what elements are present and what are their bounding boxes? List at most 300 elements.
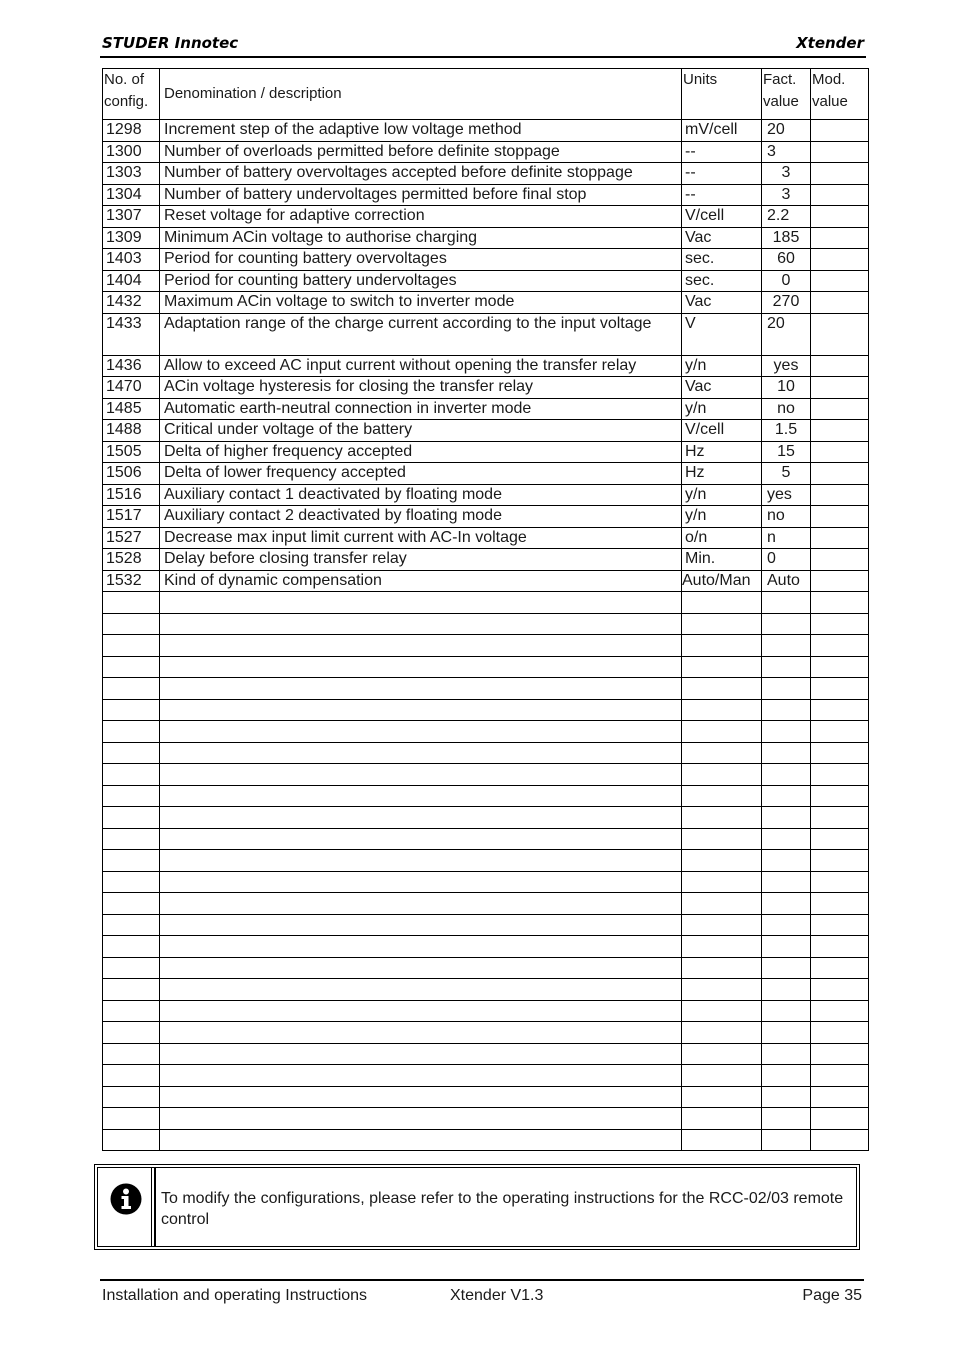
empty-cell <box>160 635 682 657</box>
empty-cell <box>160 592 682 614</box>
cell-config-number: 1527 <box>103 527 160 549</box>
cell-factory-value: Auto <box>762 570 811 592</box>
empty-cell <box>160 893 682 915</box>
cell-description: Adaptation range of the charge current according to the input voltage <box>160 313 682 355</box>
cell-factory-value: no <box>762 506 811 528</box>
table-row <box>103 313 869 355</box>
empty-table-row <box>103 936 869 958</box>
table-row <box>103 463 869 485</box>
empty-cell <box>103 635 160 657</box>
empty-cell <box>682 828 762 850</box>
empty-cell <box>103 656 160 678</box>
empty-cell <box>682 1129 762 1151</box>
cell-description: Increment step of the adaptive low voltage method <box>160 120 682 142</box>
configuration-table <box>102 68 869 1151</box>
cell-description: Decrease max input limit current with AC-In voltage <box>160 527 682 549</box>
empty-cell <box>762 656 811 678</box>
empty-table-row <box>103 1108 869 1130</box>
empty-cell <box>811 936 869 958</box>
empty-cell <box>811 678 869 700</box>
empty-table-row <box>103 1129 869 1151</box>
cell-config-number: 1517 <box>103 506 160 528</box>
empty-cell <box>762 1108 811 1130</box>
empty-cell <box>103 807 160 829</box>
table-row <box>103 398 869 420</box>
table-row <box>103 549 869 571</box>
cell-modified-value <box>811 206 869 228</box>
cell-units: y/n <box>682 506 762 528</box>
empty-table-row <box>103 1065 869 1087</box>
footer-version: Xtender V1.3 <box>450 1287 544 1304</box>
empty-cell <box>160 656 682 678</box>
empty-cell <box>811 656 869 678</box>
empty-table-row <box>103 1086 869 1108</box>
empty-cell <box>762 936 811 958</box>
cell-modified-value <box>811 313 869 355</box>
table-header-row <box>103 69 869 120</box>
info-note-text: To modify the configurations, please refer to the operating instructions for the RCC-02/03 remote control <box>161 1190 844 1228</box>
empty-cell <box>762 721 811 743</box>
info-note-box <box>94 1164 860 1250</box>
cell-units: -- <box>682 163 762 185</box>
footer-page-number: Page 35 <box>802 1287 862 1304</box>
empty-cell <box>811 1065 869 1087</box>
cell-factory-value: 60 <box>762 249 811 271</box>
empty-cell <box>160 828 682 850</box>
empty-table-row <box>103 613 869 635</box>
empty-cell <box>682 699 762 721</box>
cell-description: Period for counting battery undervoltages <box>160 270 682 292</box>
empty-cell <box>682 871 762 893</box>
empty-cell <box>103 936 160 958</box>
empty-cell <box>811 613 869 635</box>
empty-cell <box>811 1043 869 1065</box>
cell-factory-value: 20 <box>762 313 811 355</box>
empty-cell <box>811 850 869 872</box>
empty-cell <box>811 828 869 850</box>
cell-units: -- <box>682 141 762 163</box>
empty-cell <box>160 1065 682 1087</box>
empty-cell <box>811 807 869 829</box>
empty-cell <box>103 1129 160 1151</box>
empty-cell <box>762 613 811 635</box>
empty-table-row <box>103 785 869 807</box>
empty-cell <box>762 1129 811 1151</box>
cell-modified-value <box>811 120 869 142</box>
cell-description: Number of battery overvoltages accepted before definite stoppage <box>160 163 682 185</box>
cell-modified-value <box>811 184 869 206</box>
empty-cell <box>811 742 869 764</box>
empty-table-row <box>103 764 869 786</box>
empty-cell <box>103 871 160 893</box>
empty-table-row <box>103 678 869 700</box>
empty-table-row <box>103 1000 869 1022</box>
empty-cell <box>160 785 682 807</box>
empty-table-row <box>103 699 869 721</box>
empty-table-row <box>103 828 869 850</box>
cell-modified-value <box>811 441 869 463</box>
table-row <box>103 292 869 314</box>
table-row <box>103 163 869 185</box>
empty-cell <box>811 1022 869 1044</box>
empty-cell <box>103 1022 160 1044</box>
cell-factory-value: 10 <box>762 377 811 399</box>
cell-factory-value: n <box>762 527 811 549</box>
empty-cell <box>682 1065 762 1087</box>
empty-cell <box>762 1000 811 1022</box>
cell-units: Min. <box>682 549 762 571</box>
empty-cell <box>762 678 811 700</box>
cell-config-number: 1488 <box>103 420 160 442</box>
empty-cell <box>103 678 160 700</box>
empty-cell <box>762 592 811 614</box>
cell-config-number: 1433 <box>103 313 160 355</box>
cell-description: Reset voltage for adaptive correction <box>160 206 682 228</box>
cell-factory-value: yes <box>762 484 811 506</box>
table-row <box>103 377 869 399</box>
cell-units: -- <box>682 184 762 206</box>
empty-cell <box>762 893 811 915</box>
empty-cell <box>160 936 682 958</box>
empty-cell <box>103 957 160 979</box>
cell-units: Auto/Man <box>682 570 762 592</box>
empty-cell <box>160 678 682 700</box>
cell-config-number: 1307 <box>103 206 160 228</box>
product-name: Xtender <box>796 34 864 52</box>
empty-cell <box>811 871 869 893</box>
empty-table-row <box>103 592 869 614</box>
cell-description: Delay before closing transfer relay <box>160 549 682 571</box>
empty-table-row <box>103 893 869 915</box>
table-row <box>103 249 869 271</box>
cell-units: Hz <box>682 441 762 463</box>
empty-cell <box>160 1086 682 1108</box>
empty-cell <box>160 1043 682 1065</box>
empty-table-row <box>103 656 869 678</box>
cell-modified-value <box>811 420 869 442</box>
empty-cell <box>811 785 869 807</box>
empty-cell <box>160 699 682 721</box>
empty-table-row <box>103 1043 869 1065</box>
cell-config-number: 1470 <box>103 377 160 399</box>
cell-modified-value <box>811 398 869 420</box>
cell-modified-value <box>811 292 869 314</box>
empty-cell <box>160 914 682 936</box>
cell-units: Vac <box>682 227 762 249</box>
empty-cell <box>682 1108 762 1130</box>
table-row <box>103 355 869 377</box>
empty-cell <box>103 850 160 872</box>
empty-cell <box>811 957 869 979</box>
cell-factory-value: 2.2 <box>762 206 811 228</box>
table-row <box>103 570 869 592</box>
empty-table-row <box>103 721 869 743</box>
empty-cell <box>762 828 811 850</box>
cell-config-number: 1485 <box>103 398 160 420</box>
cell-config-number: 1300 <box>103 141 160 163</box>
empty-cell <box>811 1086 869 1108</box>
cell-description: Delta of lower frequency accepted <box>160 463 682 485</box>
empty-cell <box>682 1022 762 1044</box>
cell-config-number: 1516 <box>103 484 160 506</box>
table-row <box>103 527 869 549</box>
table-row <box>103 206 869 228</box>
empty-cell <box>160 1129 682 1151</box>
empty-cell <box>682 936 762 958</box>
empty-cell <box>682 850 762 872</box>
empty-cell <box>103 613 160 635</box>
empty-cell <box>103 828 160 850</box>
empty-cell <box>811 979 869 1001</box>
cell-units: Vac <box>682 377 762 399</box>
empty-table-row <box>103 850 869 872</box>
empty-cell <box>160 1022 682 1044</box>
cell-description: Kind of dynamic compensation <box>160 570 682 592</box>
table-row <box>103 184 869 206</box>
empty-cell <box>811 893 869 915</box>
empty-cell <box>103 764 160 786</box>
cell-description: Number of overloads permitted before definite stoppage <box>160 141 682 163</box>
empty-cell <box>160 871 682 893</box>
empty-cell <box>762 742 811 764</box>
empty-table-row <box>103 957 869 979</box>
brand-name: STUDER Innotec <box>102 34 239 52</box>
empty-cell <box>160 764 682 786</box>
empty-cell <box>103 1000 160 1022</box>
empty-cell <box>682 678 762 700</box>
cell-description: Critical under voltage of the battery <box>160 420 682 442</box>
cell-factory-value: 15 <box>762 441 811 463</box>
empty-cell <box>682 635 762 657</box>
cell-description: Period for counting battery overvoltages <box>160 249 682 271</box>
empty-cell <box>682 1043 762 1065</box>
empty-cell <box>160 979 682 1001</box>
cell-modified-value <box>811 377 869 399</box>
cell-config-number: 1528 <box>103 549 160 571</box>
empty-cell <box>682 613 762 635</box>
cell-config-number: 1506 <box>103 463 160 485</box>
cell-units: y/n <box>682 355 762 377</box>
cell-units: sec. <box>682 270 762 292</box>
cell-modified-value <box>811 463 869 485</box>
cell-factory-value: 3 <box>762 184 811 206</box>
empty-cell <box>682 656 762 678</box>
cell-factory-value: yes <box>762 355 811 377</box>
empty-cell <box>160 807 682 829</box>
empty-cell <box>811 635 869 657</box>
table-row <box>103 270 869 292</box>
empty-cell <box>682 957 762 979</box>
cell-description: Automatic earth-neutral connection in inverter mode <box>160 398 682 420</box>
empty-cell <box>682 1000 762 1022</box>
empty-cell <box>103 893 160 915</box>
empty-cell <box>811 592 869 614</box>
cell-config-number: 1298 <box>103 120 160 142</box>
column-header-factory-value: Fact. value <box>762 69 811 120</box>
empty-cell <box>762 1086 811 1108</box>
cell-units: y/n <box>682 398 762 420</box>
empty-cell <box>762 807 811 829</box>
cell-units: V <box>682 313 762 355</box>
empty-cell <box>762 785 811 807</box>
table-row <box>103 441 869 463</box>
empty-table-row <box>103 635 869 657</box>
cell-modified-value <box>811 163 869 185</box>
cell-config-number: 1403 <box>103 249 160 271</box>
table-row <box>103 484 869 506</box>
cell-modified-value <box>811 484 869 506</box>
empty-cell <box>762 1043 811 1065</box>
cell-units: V/cell <box>682 206 762 228</box>
empty-cell <box>103 721 160 743</box>
cell-config-number: 1404 <box>103 270 160 292</box>
empty-cell <box>762 635 811 657</box>
empty-cell <box>103 785 160 807</box>
cell-config-number: 1309 <box>103 227 160 249</box>
empty-cell <box>682 742 762 764</box>
cell-modified-value <box>811 506 869 528</box>
cell-units: y/n <box>682 484 762 506</box>
cell-units: o/n <box>682 527 762 549</box>
cell-units: mV/cell <box>682 120 762 142</box>
empty-table-row <box>103 807 869 829</box>
empty-cell <box>103 1065 160 1087</box>
empty-cell <box>160 742 682 764</box>
cell-factory-value: 270 <box>762 292 811 314</box>
cell-description: Auxiliary contact 1 deactivated by floating mode <box>160 484 682 506</box>
empty-cell <box>103 914 160 936</box>
table-row <box>103 227 869 249</box>
column-header-units: Units <box>682 69 762 120</box>
empty-cell <box>811 764 869 786</box>
empty-cell <box>682 785 762 807</box>
cell-factory-value: 3 <box>762 141 811 163</box>
cell-config-number: 1304 <box>103 184 160 206</box>
empty-cell <box>762 1022 811 1044</box>
info-icon <box>110 1183 142 1215</box>
cell-description: Maximum ACin voltage to switch to inverter mode <box>160 292 682 314</box>
empty-cell <box>682 807 762 829</box>
table-row <box>103 420 869 442</box>
cell-factory-value: 1.5 <box>762 420 811 442</box>
cell-description: ACin voltage hysteresis for closing the transfer relay <box>160 377 682 399</box>
table-row <box>103 506 869 528</box>
cell-modified-value <box>811 549 869 571</box>
empty-table-row <box>103 742 869 764</box>
empty-cell <box>103 1086 160 1108</box>
empty-cell <box>811 699 869 721</box>
cell-modified-value <box>811 527 869 549</box>
cell-factory-value: 5 <box>762 463 811 485</box>
cell-description: Minimum ACin voltage to authorise charging <box>160 227 682 249</box>
empty-table-row <box>103 979 869 1001</box>
cell-config-number: 1303 <box>103 163 160 185</box>
empty-cell <box>811 1000 869 1022</box>
table-row <box>103 120 869 142</box>
empty-cell <box>762 764 811 786</box>
empty-cell <box>682 979 762 1001</box>
empty-cell <box>682 592 762 614</box>
empty-cell <box>762 979 811 1001</box>
empty-cell <box>103 979 160 1001</box>
cell-units: sec. <box>682 249 762 271</box>
cell-factory-value: 3 <box>762 163 811 185</box>
empty-cell <box>103 699 160 721</box>
empty-cell <box>160 957 682 979</box>
empty-cell <box>160 721 682 743</box>
empty-table-row <box>103 1022 869 1044</box>
column-header-modified-value: Mod. value <box>811 69 869 120</box>
cell-description: Allow to exceed AC input current without opening the transfer relay <box>160 355 682 377</box>
empty-cell <box>160 1108 682 1130</box>
empty-cell <box>682 1086 762 1108</box>
empty-cell <box>682 914 762 936</box>
cell-units: Hz <box>682 463 762 485</box>
cell-config-number: 1505 <box>103 441 160 463</box>
info-icon-cell <box>98 1168 156 1246</box>
empty-cell <box>682 764 762 786</box>
column-header-description: Denomination / description <box>160 69 682 120</box>
cell-factory-value: 185 <box>762 227 811 249</box>
empty-cell <box>682 893 762 915</box>
cell-modified-value <box>811 141 869 163</box>
empty-cell <box>762 850 811 872</box>
cell-factory-value: 0 <box>762 549 811 571</box>
empty-cell <box>762 871 811 893</box>
cell-description: Delta of higher frequency accepted <box>160 441 682 463</box>
cell-modified-value <box>811 227 869 249</box>
empty-cell <box>160 1000 682 1022</box>
empty-table-row <box>103 871 869 893</box>
empty-cell <box>160 613 682 635</box>
empty-cell <box>811 1108 869 1130</box>
cell-config-number: 1432 <box>103 292 160 314</box>
cell-modified-value <box>811 570 869 592</box>
empty-cell <box>762 1065 811 1087</box>
cell-modified-value <box>811 270 869 292</box>
empty-cell <box>103 1108 160 1130</box>
empty-cell <box>811 1129 869 1151</box>
empty-cell <box>160 850 682 872</box>
empty-cell <box>762 957 811 979</box>
cell-modified-value <box>811 355 869 377</box>
empty-cell <box>103 592 160 614</box>
page-header <box>100 32 866 58</box>
cell-description: Auxiliary contact 2 deactivated by floating mode <box>160 506 682 528</box>
empty-table-row <box>103 914 869 936</box>
page-footer <box>100 1279 864 1321</box>
empty-cell <box>103 1043 160 1065</box>
table-row <box>103 141 869 163</box>
empty-cell <box>762 699 811 721</box>
cell-factory-value: no <box>762 398 811 420</box>
cell-config-number: 1436 <box>103 355 160 377</box>
cell-units: Vac <box>682 292 762 314</box>
info-note-inner <box>97 1167 857 1247</box>
cell-config-number: 1532 <box>103 570 160 592</box>
column-header-no: No. of config. <box>103 69 160 120</box>
footer-document-title: Installation and operating Instructions <box>102 1287 368 1304</box>
empty-cell <box>811 721 869 743</box>
cell-factory-value: 20 <box>762 120 811 142</box>
cell-description: Number of battery undervoltages permitted before final stop <box>160 184 682 206</box>
empty-cell <box>103 742 160 764</box>
empty-cell <box>811 914 869 936</box>
cell-modified-value <box>811 249 869 271</box>
empty-cell <box>682 721 762 743</box>
cell-units: V/cell <box>682 420 762 442</box>
empty-cell <box>762 914 811 936</box>
